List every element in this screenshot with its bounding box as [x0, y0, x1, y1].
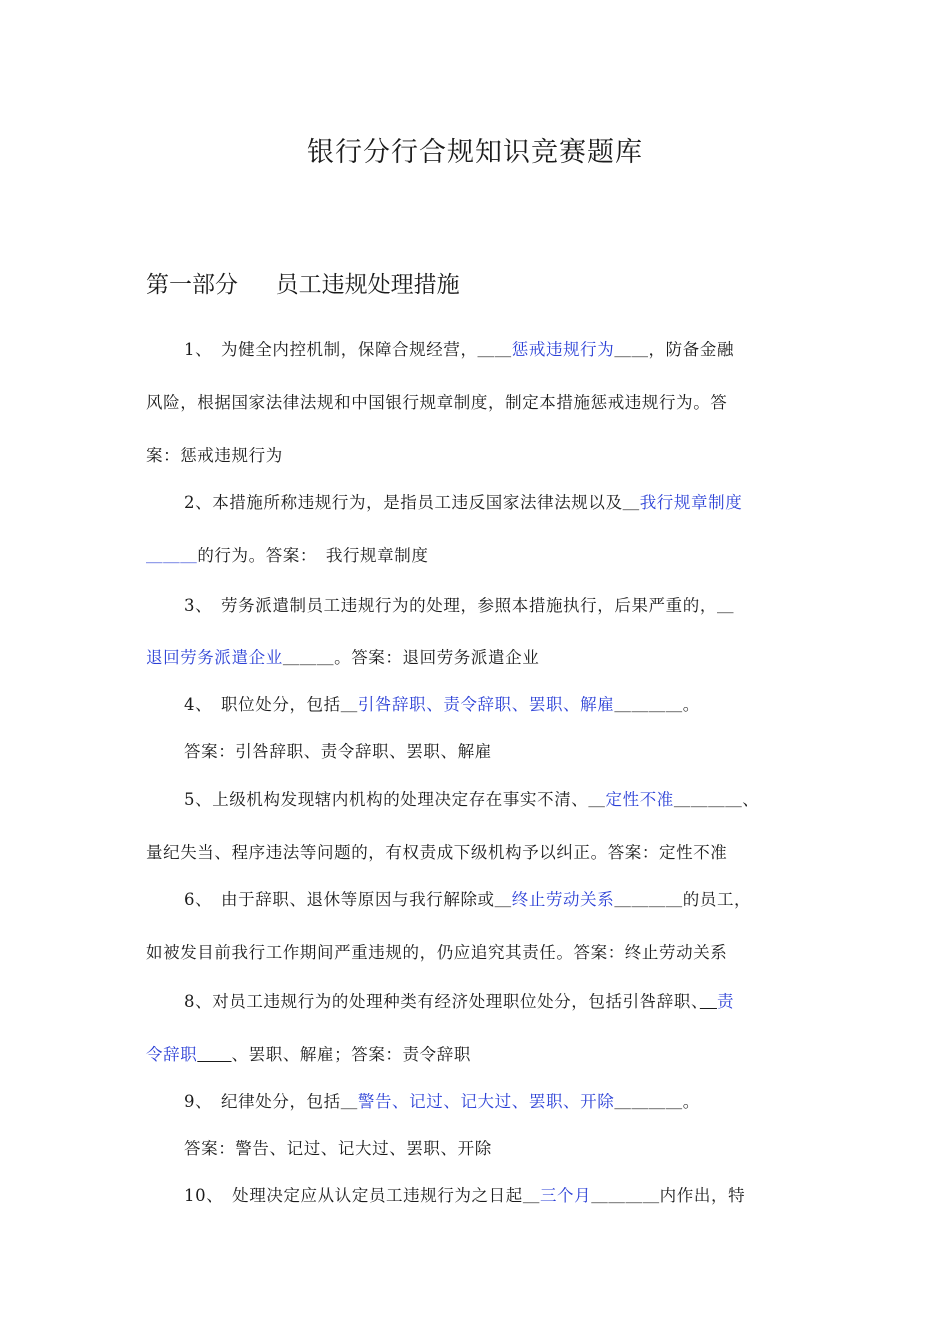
question-1-text-tail: ＿＿，防备金融 — [614, 340, 735, 359]
question-6-line-2 — [146, 941, 727, 965]
question-8-blank-answer: 责 — [716, 992, 735, 1011]
question-8-answer: 、罢职、解雇；答案：责令辞职 — [231, 1045, 471, 1064]
question-9-line-1 — [184, 1090, 700, 1114]
question-4-blank-answer: 引咎辞职、责令辞职、罢职、解雇 — [357, 695, 615, 714]
question-6-blank-answer: 终止劳动关系 — [511, 890, 615, 909]
question-8-blank-answer-cont: 令辞职 — [146, 1045, 198, 1064]
question-10-text-tail: ＿＿＿＿内作出，特 — [591, 1186, 746, 1205]
question-3-line-2 — [146, 646, 539, 670]
question-10-text: 10、 处理决定应从认定员工违规行为之日起＿ — [184, 1186, 540, 1205]
question-2-text: 2、本措施所称违规行为，是指员工违反国家法律法规以及＿ — [184, 493, 640, 512]
question-4-answer: 答案：引咎辞职、责令辞职、罢职、解雇 — [184, 742, 492, 761]
question-2-blank-tail: ＿＿＿ — [146, 546, 198, 565]
question-1-blank-answer: 惩戒违规行为 — [511, 340, 615, 359]
question-1-line-1 — [184, 338, 734, 362]
question-5-text: 5、上级机构发现辖内机构的处理决定存在事实不清、＿ — [184, 790, 606, 809]
question-6-text: 6、 由于辞职、退休等原因与我行解除或＿ — [184, 890, 512, 909]
question-10-blank-answer: 三个月 — [539, 1186, 592, 1205]
question-9-blank-answer: 警告、记过、记大过、罢职、开除 — [357, 1092, 615, 1111]
question-5-line-1 — [184, 788, 759, 812]
question-8-line-2 — [146, 1043, 471, 1067]
question-5-blank-answer: 定性不准 — [605, 790, 674, 809]
question-1-line-2 — [146, 391, 727, 415]
question-2-line-2 — [146, 544, 428, 568]
question-9-answer: 答案：警告、记过、记大过、罢职、开除 — [184, 1139, 492, 1158]
question-8-blank-gap — [700, 992, 717, 1011]
question-4-text-tail: ＿＿＿＿。 — [614, 695, 700, 714]
question-4-text: 4、 职位处分，包括＿ — [184, 695, 358, 714]
question-6-continuation: 如被发目前我行工作期间严重违规的，仍应追究其责任。答案：终止劳动关系 — [146, 943, 728, 962]
question-8-text: 8、对员工违规行为的处理种类有经济处理职位处分，包括引咎辞职、 — [184, 992, 700, 1011]
question-2-answer: 的行为。答案： 我行规章制度 — [197, 546, 429, 565]
question-1-answer-line — [146, 444, 283, 468]
question-6-line-1 — [184, 888, 751, 912]
question-5-line-2 — [146, 841, 727, 865]
question-8-blank-underline — [197, 1045, 231, 1064]
question-9-text: 9、 纪律处分，包括＿ — [184, 1092, 358, 1111]
question-4-line-1 — [184, 693, 700, 717]
question-3-blank-answer: 退回劳务派遣企业 — [146, 648, 283, 667]
question-4-answer-line — [184, 740, 492, 764]
question-5-text-tail: ＿＿＿＿、 — [673, 790, 760, 809]
question-10-line-1 — [184, 1184, 745, 1208]
question-1-text: 1、 为健全内控机制，保障合规经营，＿＿ — [184, 340, 512, 359]
question-2-line-1 — [184, 491, 742, 515]
question-1-answer: 案：惩戒违规行为 — [146, 446, 283, 465]
question-9-answer-line — [184, 1137, 492, 1161]
question-9-text-tail: ＿＿＿＿。 — [614, 1092, 700, 1111]
document-title: 银行分行合规知识竞赛题库 — [307, 137, 643, 168]
question-5-continuation: 量纪失当、程序违法等问题的，有权责成下级机构予以纠正。答案：定性不准 — [146, 843, 728, 862]
question-1-continuation: 风险，根据国家法律法规和中国银行规章制度，制定本措施惩戒违规行为。答 — [146, 393, 728, 412]
question-8-line-1 — [184, 990, 734, 1014]
question-3-text: 3、 劳务派遣制员工违规行为的处理，参照本措施执行，后果严重的，＿ — [184, 596, 735, 615]
question-3-answer: ＿＿＿。答案：退回劳务派遣企业 — [282, 648, 540, 667]
section-heading: 第一部分 员工违规处理措施 — [146, 272, 460, 298]
question-6-text-tail: ＿＿＿＿的员工， — [614, 890, 752, 909]
question-3-line-1 — [184, 594, 734, 618]
question-2-blank-answer: 我行规章制度 — [639, 493, 743, 512]
